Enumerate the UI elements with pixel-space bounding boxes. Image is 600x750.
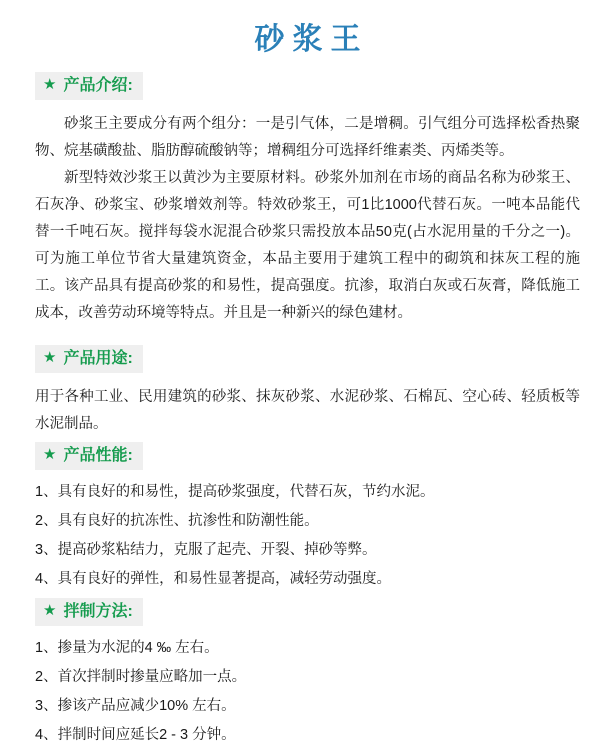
performance-item-1: 1、具有良好的和易性，提高砂浆强度，代替石灰，节约水泥。 <box>35 484 435 500</box>
section-header-usage-label: 产品用途: <box>63 350 133 367</box>
section-header-usage <box>35 345 143 373</box>
performance-item-3: 3、提高砂浆粘结力，克服了起壳、开裂、掉砂等弊。 <box>35 542 377 558</box>
star-icon: ★ <box>43 349 57 366</box>
intro-paragraph-1: 砂浆王主要成分有两个组分：一是引气体，二是增稠。引气组分可选择松香热聚物、烷基磺酸盐、脂肪醇硫酸钠等；增稠组分可选择纤维素类、丙烯类等。 <box>35 116 580 159</box>
usage-paragraph: 用于各种工业、民用建筑的砂浆、抹灰砂浆、水泥砂浆、石棉瓦、空心砖、轻质板等水泥制品。 <box>35 389 580 432</box>
section-header-mixing <box>35 598 143 626</box>
performance-list <box>35 478 580 594</box>
section-performance <box>35 442 580 594</box>
mixing-item-4: 4、拌制时间应延长2 - 3 分钟。 <box>35 727 236 743</box>
star-icon: ★ <box>43 76 57 93</box>
section-header-performance <box>35 442 143 470</box>
page-title: 砂浆王 <box>254 23 369 56</box>
section-header-performance-label: 产品性能: <box>63 447 133 464</box>
mixing-item-1: 1、掺量为水泥的4 ‰ 左右。 <box>35 640 219 656</box>
section-header-intro-label: 产品介绍: <box>63 77 133 94</box>
section-header-mixing-label: 拌制方法: <box>63 603 133 620</box>
mixing-list <box>35 634 580 750</box>
performance-item-2: 2、具有良好的抗冻性、抗渗性和防潮性能。 <box>35 513 319 529</box>
star-icon: ★ <box>43 602 57 619</box>
section-usage <box>35 345 580 438</box>
mixing-item-2: 2、首次拌制时掺量应略加一点。 <box>35 669 247 685</box>
section-intro <box>35 72 580 327</box>
performance-item-4: 4、具有良好的弹性，和易性显著提高，减轻劳动强度。 <box>35 571 392 587</box>
star-icon: ★ <box>43 446 57 463</box>
mixing-item-3: 3、掺该产品应减少10% 左右。 <box>35 698 236 714</box>
section-header-intro <box>35 72 143 100</box>
section-mixing <box>35 598 580 750</box>
intro-paragraph-2: 新型特效沙浆王以黄沙为主要原材料。砂浆外加剂在市场的商品名称为砂浆王、石灰净、砂浆宝、砂浆增效剂等。特效砂浆王，可1比1000代替石灰。一吨本品能代替一千吨石灰。搅拌每袋水泥混合砂浆只需投放本品50克(占水泥用量的千分之一)。可为施工单位节省大量建筑资金，本品主要用于建筑工程中的砌筑和抹灰工程的施工。该产品具有提高砂浆的和易性，提高强度。抗渗，取消白灰或石灰膏，降低施工成本，改善劳动环境等特点。并且是一种新兴的绿色建材。 <box>35 170 580 321</box>
